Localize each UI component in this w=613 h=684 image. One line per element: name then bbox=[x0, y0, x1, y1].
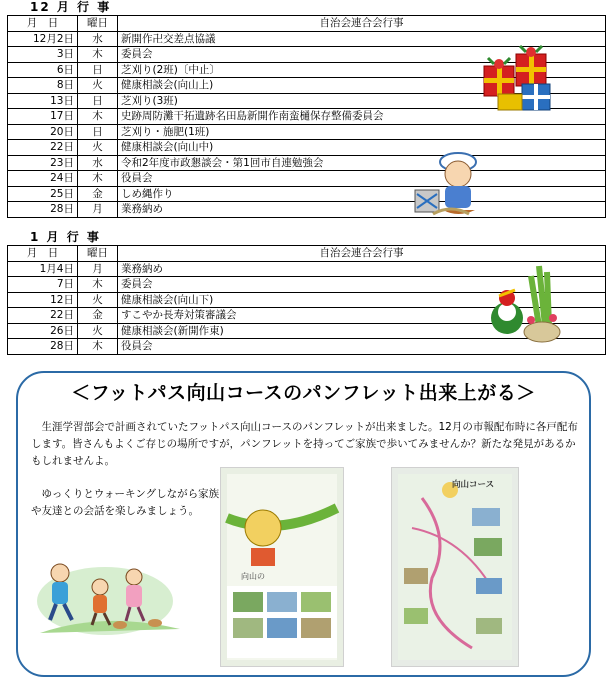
row-event: 芝刈り(3班) bbox=[118, 93, 606, 109]
notice-paragraph-walking: ゆっくりとウォーキングしながら家族や友達との会話を楽しみましょう。 bbox=[31, 488, 220, 517]
row-date: 6日 bbox=[8, 62, 78, 78]
notice-box bbox=[16, 371, 591, 677]
row-event: 史跡周防灘干拓遺跡名田島新開作南蛮樋保存整備委員会 bbox=[118, 109, 606, 125]
row-date: 8日 bbox=[8, 78, 78, 94]
row-event: 健康相談会(向山中) bbox=[118, 140, 606, 156]
pamphlet-left-caption: 向山の bbox=[241, 572, 265, 581]
row-event: 新開作卍交差点協議 bbox=[118, 31, 606, 47]
header-weekday: 曜日 bbox=[78, 16, 118, 32]
row-weekday: 木 bbox=[78, 339, 118, 355]
header-weekday: 曜日 bbox=[78, 246, 118, 262]
row-date: 24日 bbox=[8, 171, 78, 187]
header-date: 月 日 bbox=[8, 16, 78, 32]
new-year-kadomatsu-illustration bbox=[487, 262, 569, 346]
row-date: 28日 bbox=[8, 202, 78, 218]
row-event: 健康相談会(向山下) bbox=[118, 292, 606, 308]
row-weekday: 金 bbox=[78, 308, 118, 324]
table-header-row bbox=[8, 16, 606, 32]
row-date: 12日 bbox=[8, 292, 78, 308]
row-date: 25日 bbox=[8, 186, 78, 202]
row-date: 17日 bbox=[8, 109, 78, 125]
row-event: 役員会 bbox=[118, 339, 606, 355]
header-date: 月 日 bbox=[8, 246, 78, 262]
row-date: 22日 bbox=[8, 140, 78, 156]
row-weekday: 水 bbox=[78, 31, 118, 47]
pamphlet-right-caption: 向山コース bbox=[452, 480, 495, 490]
row-date: 7日 bbox=[8, 277, 78, 293]
table-row bbox=[8, 124, 606, 140]
christmas-gifts-illustration bbox=[478, 44, 558, 112]
row-weekday: 水 bbox=[78, 155, 118, 171]
row-event: 芝刈り(2班)〔中止〕 bbox=[118, 62, 606, 78]
row-date: 22日 bbox=[8, 308, 78, 324]
table-row bbox=[8, 186, 606, 202]
row-weekday: 木 bbox=[78, 277, 118, 293]
row-weekday: 月 bbox=[78, 202, 118, 218]
row-weekday: 火 bbox=[78, 292, 118, 308]
row-date: 20日 bbox=[8, 124, 78, 140]
row-event: 業務納め bbox=[118, 202, 606, 218]
december-title: 12 月 行 事 bbox=[30, 0, 112, 14]
table-row bbox=[8, 140, 606, 156]
pamphlet-map-icon bbox=[392, 468, 518, 666]
row-event: 健康相談会(向山上) bbox=[118, 78, 606, 94]
row-date: 23日 bbox=[8, 155, 78, 171]
row-weekday: 火 bbox=[78, 78, 118, 94]
row-weekday: 木 bbox=[78, 109, 118, 125]
notice-title: ＜フットパス向山コースのパンフレット出来上がる＞ bbox=[71, 382, 536, 404]
row-date: 12月2日 bbox=[8, 31, 78, 47]
row-date: 26日 bbox=[8, 323, 78, 339]
row-weekday: 木 bbox=[78, 171, 118, 187]
row-event: すこやか長寿対策審議会 bbox=[118, 308, 606, 324]
row-date: 1月4日 bbox=[8, 261, 78, 277]
row-event: 健康相談会(新開作東) bbox=[118, 323, 606, 339]
table-header-row bbox=[8, 246, 606, 262]
pamphlet-cover-icon bbox=[221, 468, 343, 666]
row-weekday: 木 bbox=[78, 47, 118, 63]
row-event: 委員会 bbox=[118, 47, 606, 63]
walking-family-illustration bbox=[30, 553, 180, 639]
row-date: 28日 bbox=[8, 339, 78, 355]
row-weekday: 金 bbox=[78, 186, 118, 202]
row-event: 令和2年度市政懇談会・第1回市自連勉強会 bbox=[118, 155, 606, 171]
boy-rope-making-illustration bbox=[413, 150, 488, 222]
row-event: 役員会 bbox=[118, 171, 606, 187]
row-weekday: 日 bbox=[78, 62, 118, 78]
row-event: 委員会 bbox=[118, 277, 606, 293]
table-row bbox=[8, 202, 606, 218]
row-weekday: 火 bbox=[78, 140, 118, 156]
header-event: 自治会連合会行事 bbox=[118, 16, 606, 32]
row-event: しめ縄作り bbox=[118, 186, 606, 202]
row-date: 3日 bbox=[8, 47, 78, 63]
row-weekday: 月 bbox=[78, 261, 118, 277]
table-row bbox=[8, 155, 606, 171]
row-event: 芝刈り・施肥(1班) bbox=[118, 124, 606, 140]
table-row bbox=[8, 171, 606, 187]
row-weekday: 日 bbox=[78, 124, 118, 140]
row-weekday: 火 bbox=[78, 323, 118, 339]
pamphlet-photo-left bbox=[220, 467, 344, 667]
row-event: 業務納め bbox=[118, 261, 606, 277]
row-weekday: 日 bbox=[78, 93, 118, 109]
notice-paragraph: 生涯学習部会で計画されていたフットパス向山コースのパンフレットが出来ました。12月の市報配布時に各戸配布します。皆さんもよくご存じの場所ですが，パンフレットを持ってご家族で歩いてみませんか？新たな発見があるかもしれませんよ。 bbox=[31, 421, 578, 467]
january-title: 1 月 行 事 bbox=[30, 230, 101, 244]
pamphlet-photo-right bbox=[391, 467, 519, 667]
header-event: 自治会連合会行事 bbox=[118, 246, 606, 262]
row-date: 13日 bbox=[8, 93, 78, 109]
